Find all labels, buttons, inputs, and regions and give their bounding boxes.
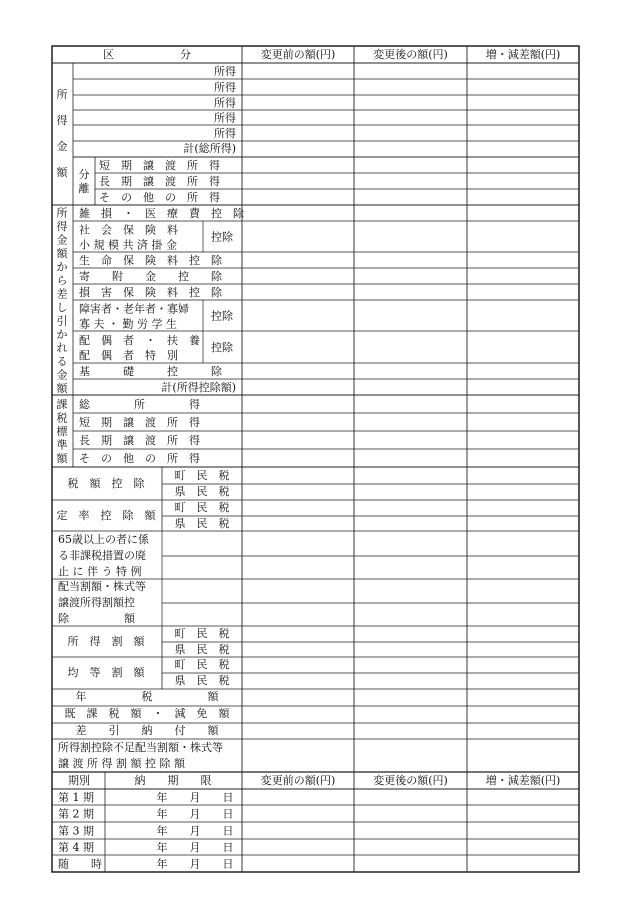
payment-period-header: 期別 <box>68 774 90 787</box>
payment-date-label: 年 月 日 <box>156 841 234 854</box>
deduction-row-label: 社 会 保 険 料 <box>79 223 178 237</box>
taxable-row-label: 短 期 譲 渡 所 得 <box>79 416 200 429</box>
dividend-deduction-label: 除 額 <box>58 612 135 625</box>
deduction-row-label: 配 偶 者 ・ 扶 養 <box>79 334 200 347</box>
elderly-special-label: る非課税措置の廃 <box>58 549 146 562</box>
existing-tax-label: 既 課 税 額 ・ 減 免 額 <box>64 707 230 720</box>
pref-tax-label: 県 民 税 <box>174 485 230 498</box>
payment-before-header: 変更前の額(円) <box>260 774 336 787</box>
elderly-special-label: 止 に 伴 う 特 例 <box>58 565 142 578</box>
income-total-label: 計(総所得) <box>183 142 236 155</box>
deduction-suffix-label: 控除 <box>211 341 233 354</box>
payment-date-label: 年 月 日 <box>156 824 234 838</box>
income-group-label: 所得金額 <box>56 88 68 179</box>
header-category: 区 分 <box>103 48 191 61</box>
deduction-row-label: 生 命 保 険 料 控 除 <box>79 254 222 267</box>
income-row-label: 所得 <box>214 96 236 110</box>
dividend-deduction-label: 配当割額・株式等 <box>58 580 146 593</box>
dividend-deduction-label: 譲渡所得割額控 <box>58 596 135 609</box>
separate-row-label: 長 期 譲 渡 所 得 <box>99 175 220 188</box>
deduction-row-label: 雑 損 ・ 医 療 費 控 除 <box>79 207 244 220</box>
tax-credit-label: 税 額 控 除 <box>67 477 145 490</box>
fixed-rate-deduction-label: 定 率 控 除 額 <box>56 509 156 522</box>
deduction-row-label: 障害者・老年者・寡婦 <box>79 302 189 316</box>
income-row-label: 所得 <box>214 127 236 140</box>
pref-tax-label: 県 民 税 <box>174 517 230 530</box>
taxable-row-label: そ の 他 の 所 得 <box>79 452 200 465</box>
header-after-amount: 変更後の額(円) <box>373 48 448 61</box>
payment-period-label: 第 2 期 <box>58 807 94 821</box>
separate-label: 分離 <box>78 168 90 195</box>
pref-tax-label: 県 民 税 <box>174 643 230 656</box>
taxable-group-label: 課税標準額 <box>56 398 68 465</box>
income-row-label: 所得 <box>214 111 236 125</box>
elderly-special-label: 65歳以上の者に係 <box>58 533 149 546</box>
deduction-suffix-label: 控除 <box>211 230 233 244</box>
shortfall-deduction-label: 譲 渡 所 得 割 額 控 除 額 <box>58 757 185 770</box>
payment-period-label: 第 4 期 <box>58 841 94 854</box>
balance-due-label: 差 引 納 付 額 <box>75 724 219 737</box>
header-difference: 増・減差額(円) <box>485 48 561 61</box>
town-tax-label: 町 民 税 <box>174 501 230 514</box>
deduction-row-label: 基 礎 控 除 <box>79 365 222 378</box>
payment-period-label: 随 時 <box>58 857 102 871</box>
annual-tax-label: 年 税 額 <box>75 690 219 703</box>
separate-row-label: 短 期 譲 渡 所 得 <box>99 159 220 172</box>
deduction-row-label: 小 規 模 共 済 掛 金 <box>79 238 177 252</box>
taxable-row-label: 総 所 得 <box>79 398 200 411</box>
payment-date-label: 年 月 日 <box>156 857 234 871</box>
deduction-total-label: 計(所得控除額) <box>161 381 236 394</box>
town-tax-label: 町 民 税 <box>174 469 230 482</box>
payment-after-header: 変更後の額(円) <box>373 774 448 787</box>
shortfall-deduction-label: 所得割控除不足配当割額・株式等 <box>58 741 223 754</box>
income-row-label: 所得 <box>214 81 236 94</box>
payment-diff-header: 増・減差額(円) <box>485 774 561 787</box>
payment-date-label: 年 月 日 <box>156 807 234 821</box>
deduction-suffix-label: 控除 <box>211 309 233 323</box>
deduction-group-label: 所得金額から差し引かれる金額 <box>56 206 68 395</box>
deduction-row-label: 配 偶 者 特 別 <box>79 349 178 362</box>
payment-date-label: 年 月 日 <box>156 791 234 804</box>
deduction-row-label: 寄 附 金 控 除 <box>79 270 222 283</box>
pref-tax-label: 県 民 税 <box>174 674 230 687</box>
payment-deadline-header: 納 期 限 <box>134 774 212 787</box>
deduction-row-label: 損 害 保 険 料 控 除 <box>79 286 222 299</box>
town-tax-label: 町 民 税 <box>174 658 230 671</box>
payment-period-label: 第 1 期 <box>58 791 94 804</box>
deduction-row-label: 寡 夫 ・ 勤 労 学 生 <box>79 317 177 331</box>
per-capita-label: 均 等 割 額 <box>67 666 145 679</box>
header-before-amount: 変更前の額(円) <box>260 48 336 61</box>
income-levy-label: 所 得 割 額 <box>67 635 145 648</box>
separate-row-label: そ の 他 の 所 得 <box>99 191 220 204</box>
taxable-row-label: 長 期 譲 渡 所 得 <box>79 434 200 447</box>
payment-period-label: 第 3 期 <box>58 824 94 838</box>
town-tax-label: 町 民 税 <box>174 627 230 640</box>
income-row-label: 所得 <box>214 65 236 78</box>
